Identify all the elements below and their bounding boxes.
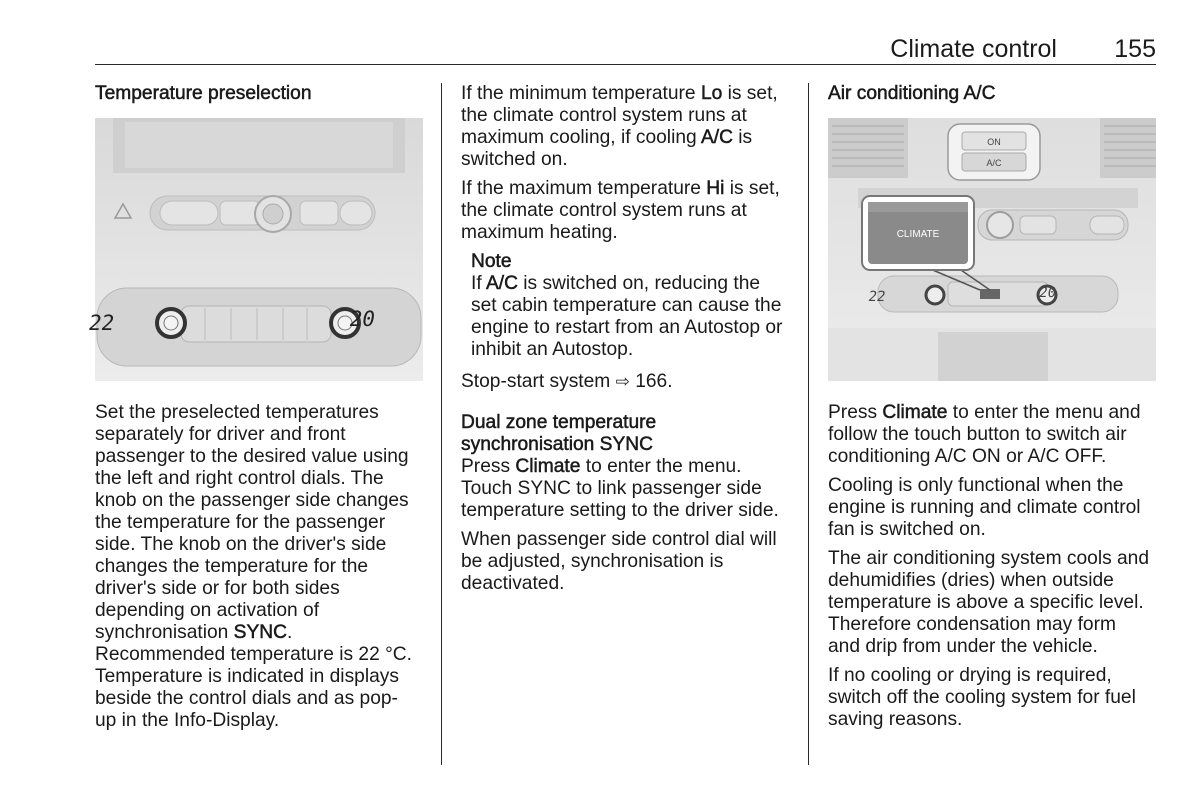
paragraph-climate-menu	[828, 402, 1168, 468]
text-fragment: is set,	[724, 178, 780, 199]
text-line: set cabin temperature can cause the	[471, 295, 782, 316]
text-line: depending on activation of	[95, 600, 320, 621]
text-fragment: Press	[461, 456, 516, 477]
text-line: driver's side or for both sides	[95, 578, 340, 599]
text-line: Recommended temperature is 22 °C.	[95, 644, 412, 665]
page-reference-arrow-icon: ⇨	[615, 372, 630, 391]
paragraph-sync-deactivation	[461, 529, 801, 595]
text-line: the climate control system runs at	[461, 200, 747, 221]
text-fragment: If	[471, 273, 486, 294]
text-line: side. The knob on the driver's side	[95, 534, 387, 555]
text-line: Touch SYNC to link passenger side	[461, 478, 762, 499]
text-line: engine is running and climate control	[828, 497, 1141, 518]
text-line: up in the Info-Display.	[95, 710, 280, 731]
text-line: If no cooling or drying is required,	[828, 665, 1112, 686]
text-line: conditioning A/C ON or A/C OFF.	[828, 446, 1107, 467]
text-line: maximum heating.	[461, 222, 618, 243]
text-fragment: is switched on, reducing the	[517, 273, 761, 294]
text-line	[461, 127, 801, 149]
left-temperature-display: 22	[86, 310, 117, 335]
text-fragment: Stop-start system	[461, 371, 611, 392]
text-line: the temperature for the passenger	[95, 512, 386, 533]
column-1	[86, 83, 430, 732]
sync-keyword: SYNC	[233, 622, 287, 643]
text-line: engine to restart from an Autostop or	[471, 317, 783, 338]
column-2	[461, 83, 801, 595]
text-line: The air conditioning system cools and	[828, 548, 1150, 569]
text-line: switched on.	[461, 149, 568, 170]
text-fragment: is set,	[722, 83, 778, 104]
text-fragment: A/C	[485, 273, 518, 294]
text-fragment: .	[286, 622, 293, 643]
climate-button-label: CLIMATE	[896, 229, 940, 240]
text-fragment: Press	[828, 402, 883, 423]
text-line	[828, 402, 1168, 424]
paragraph-lo-setting	[461, 83, 801, 171]
left-temperature-display: 22	[867, 289, 887, 305]
text-fragment: to enter the menu and	[947, 402, 1141, 423]
text-line: knob on the passenger side changes	[95, 490, 409, 511]
text-line: inhibit an Autostop.	[471, 339, 634, 360]
header-rule	[95, 64, 1156, 65]
text-line: Set the preselected temperatures	[95, 402, 379, 423]
text-line: deactivated.	[461, 573, 565, 594]
stop-start-reference	[461, 371, 801, 393]
text-line: separately for driver and front	[95, 424, 346, 445]
column-divider-2	[808, 83, 809, 765]
text-fragment: Lo	[700, 83, 723, 104]
illustration-temperature-preselection	[86, 118, 423, 381]
ac-button-label: A/C	[986, 158, 1002, 168]
text-fragment: synchronisation	[95, 622, 234, 643]
text-line: be adjusted, synchronisation is	[461, 551, 724, 572]
text-fragment: If the minimum temperature	[461, 83, 701, 104]
right-temperature-display: 20	[1037, 285, 1058, 301]
note-label: Note	[471, 251, 512, 272]
text-fragment: 166.	[635, 371, 673, 392]
text-fragment: Hi	[706, 178, 725, 199]
text-line: switch off the cooling system for fuel	[828, 687, 1136, 708]
text-fragment: maximum cooling, if cooling	[461, 127, 701, 148]
illustration-air-conditioning	[828, 118, 1156, 381]
text-fragment: Climate	[515, 456, 581, 477]
text-fragment: Climate	[882, 402, 948, 423]
text-line: When passenger side control dial will	[461, 529, 777, 550]
text-fragment: A/C	[700, 127, 733, 148]
text-line: fan is switched on.	[828, 519, 986, 540]
text-line: Temperature is indicated in displays	[95, 666, 399, 687]
paragraph-preselection-text	[95, 402, 430, 732]
heading-dual-zone-line1: Dual zone temperature	[461, 412, 657, 433]
text-line: the left and right control dials. The	[95, 468, 384, 489]
note-block	[461, 251, 801, 361]
column-3	[828, 83, 1168, 731]
text-line: temperature setting to the driver side.	[461, 500, 779, 521]
paragraph-fuel-saving	[828, 665, 1168, 731]
text-fragment: to enter the menu.	[580, 456, 742, 477]
page-number: 155	[1114, 35, 1156, 63]
text-line: dehumidifies (dries) when outside	[828, 570, 1114, 591]
text-line	[95, 622, 430, 644]
text-line: passenger to the desired value using	[95, 446, 409, 467]
text-line: the climate control system runs at	[461, 105, 747, 126]
paragraph-condensation	[828, 548, 1168, 658]
paragraph-hi-setting	[461, 178, 801, 244]
text-line: saving reasons.	[828, 709, 963, 730]
text-line: and drip from under the vehicle.	[828, 636, 1098, 657]
heading-air-conditioning: Air conditioning A/C	[828, 83, 996, 104]
text-line: follow the touch button to switch air	[828, 424, 1127, 445]
text-line	[461, 456, 801, 478]
right-temperature-display: 20	[347, 306, 378, 331]
text-line	[471, 273, 801, 295]
text-line: Cooling is only functional when the	[828, 475, 1124, 496]
heading-temperature-preselection: Temperature preselection	[95, 83, 312, 104]
section-title: Climate control	[890, 35, 1057, 63]
text-fragment: is	[732, 127, 753, 148]
text-line: beside the control dials and as pop-	[95, 688, 398, 709]
text-line: changes the temperature for the	[95, 556, 369, 577]
text-line	[461, 83, 801, 105]
on-button-label: ON	[987, 137, 1001, 147]
text-fragment: If the maximum temperature	[461, 178, 707, 199]
paragraph-cooling-function	[828, 475, 1168, 541]
text-line	[461, 178, 801, 200]
heading-dual-zone-line2: synchronisation SYNC	[461, 434, 653, 455]
text-line: Therefore condensation may form	[828, 614, 1116, 635]
text-line: temperature is above a specific level.	[828, 592, 1144, 613]
paragraph-sync-instructions	[461, 456, 801, 522]
column-divider-1	[441, 83, 442, 765]
